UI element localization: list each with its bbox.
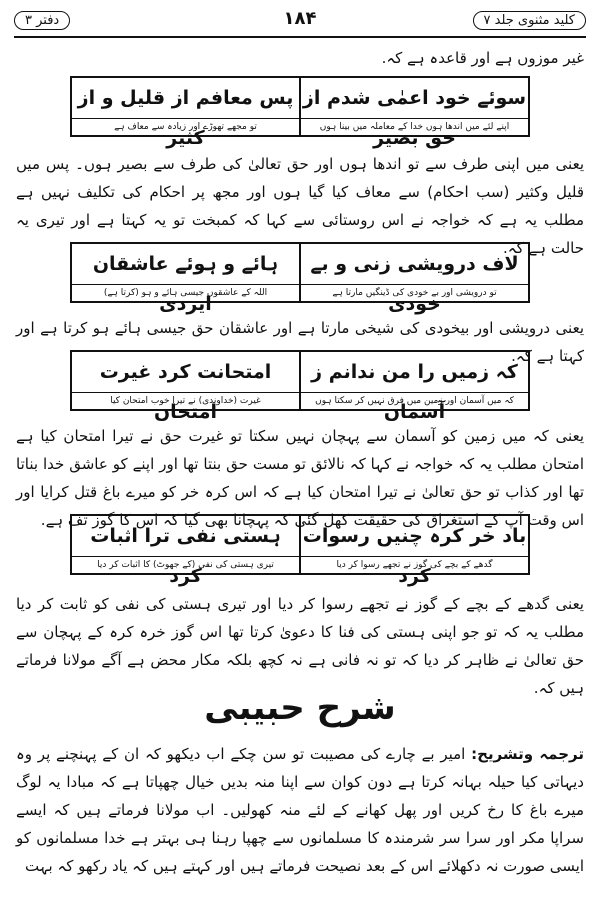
verse-box-1 bbox=[70, 76, 530, 149]
verse-box-3 bbox=[70, 350, 530, 423]
paragraph-4: یعنی گدھے کے بچے کے گوز نے تجھے رسوا کر دیا اور تیری ہستی کی نفی کو ثابت کر دیا مطلب یہ کہ تو جو اپنی ہستی کی فنا کا دعویٰ کرتا تھا اس گوز خرہ کرہ کے پہچان سے حق تعالیٰ نے ظاہر کر دیا کہ تو نہ فانی ہے نہ کچھ بلکہ مکار محض ہے آگے مولانا فرماتے ہیں کہ. bbox=[16, 595, 584, 697]
verse-3-second-translation: غیرت (خداوندی) نے تیرا خوب امتحان کیا bbox=[72, 393, 301, 409]
paragraph-3: یعنی کہ میں زمین کو آسمان سے پہچان نہیں سکتا تو غیرت حق نے تیرا امتحان کیا ہے امتحان مطلب یہ کہ خواجہ نے کہا کہ نالائق تو مست حق بنتا تھا اور اپنے کو عاشق خدا بناتا تھا اور کذاب تو حق تعالیٰ نے تیرا امتحان کیا ہے کہ اس کرہ خر کو میرے باغ قتل کرایا اور اس وقت آپ کے استغراق کی حقیقت کھل گئی کہ پہچانا بھی گیا کہ اس کا گوز تف ہے. bbox=[16, 427, 584, 529]
intro-line: غیر موزوں ہے اور قاعدہ ہے کہ. bbox=[381, 49, 584, 67]
verse-box-4 bbox=[70, 514, 530, 587]
volume-label: دفتر ۳ bbox=[14, 11, 70, 30]
verse-1-first-translation: اپنے لئے میں اندھا ہوں خدا کے معاملہ میں بینا ہوں bbox=[319, 122, 510, 132]
verse-3-first-translation: کہ میں آسمان اور زمین میں فرق نہیں کر سکتا ہوں bbox=[315, 396, 514, 406]
verse-2-first-translation: تو درویشی اور بے خودی کی ڈینگیں مارتا ہے bbox=[332, 288, 497, 298]
verse-box-2 bbox=[70, 242, 530, 315]
verse-4-second-translation: تیری ہستی کی نفی (کے جھوٹ) کا اثبات کر دیا bbox=[72, 557, 301, 573]
paragraph-1: یعنی میں اپنی طرف سے تو اندھا ہوں اور حق تعالیٰ کی طرف سے بصیر ہوں۔ پس میں قلیل وکثیر (سب احکام) سے معاف کیا گیا ہوں اور مجھ پر احکام کی تکلیف نہیں ہے مطلب یہ ہے کہ خواجہ نے اس روستائی سے کہا کہ کمبخت تو یہ کہتا ہے اور تیری یہ حالت ہے کہ. bbox=[16, 155, 584, 257]
verse-4-first: باد خر کرہ چنیں رسوات کرد bbox=[302, 525, 527, 587]
verse-1-second-translation: تو مجھے تھوڑے اور زیادہ سے معاف ہے bbox=[72, 119, 301, 135]
page-number: ۱۸۴ bbox=[283, 8, 317, 29]
verse-4-second: ہستی نفی ترا اثبات کرد bbox=[72, 516, 301, 556]
verse-2-second: ہائے و ہوئے عاشقان ایزدی bbox=[72, 244, 301, 284]
page-header bbox=[14, 8, 586, 38]
paragraph-2: یعنی درویشی اور بیخودی کی شیخی مارتا ہے اور عاشقان حق جیسی ہائے ہو کرتا ہے اور کہتا ہے کہ. bbox=[16, 319, 584, 365]
section-title: شرح حبیبی bbox=[204, 688, 396, 728]
verse-3-second: امتحانت کرد غیرت امتحاں bbox=[72, 352, 301, 392]
commentary bbox=[16, 740, 584, 880]
verse-4-first-translation: گدھے کے بچے کی گوز نے تجھے رسوا کر دیا bbox=[336, 560, 493, 570]
commentary-text: امیر بے چارے کی مصیبت تو سن چکے اب دیکھو کہ ان کے پہنچنے پر وہ دیہاتی کیا حیلہ بہانہ کرتا ہے دون کوان سے اپنا منہ بدیں خیال چھپاتا ہے کہ مبادا یہ لوگ میرے باغ کا رخ کریں اور پھل کھانے کے لئے منہ کھولیں۔ اب مولانا فرماتے ہیں کہ ایسے سراپا مکر اور سرا سر شرمندہ کا مسلمانوں سے چھپا رہنا ہی بہتر ہے خدا مسلمانوں کو ایسی صورت نہ دکھلائے اس کے بعد نصیحت فرماتے ہیں اور کہتے ہیں کہ یاد رکھو کہ بہت bbox=[16, 745, 584, 875]
verse-2-first: لاف درویشی زنی و بے خودی bbox=[310, 253, 519, 315]
book-title: کلید مثنوی جلد ۷ bbox=[473, 11, 586, 30]
verse-1-first: سوئے خود اعمٰی شدم از حق بصیر bbox=[302, 87, 527, 149]
verse-3-first: کہ زمیں را من ندانم ز آسماں bbox=[311, 361, 518, 423]
verse-2-second-translation: اللہ کے عاشقوں جیسی ہائے و ہو (کرتا ہے) bbox=[72, 285, 301, 301]
verse-1-second: پس معافم از قلیل و از کثیر bbox=[72, 78, 301, 118]
commentary-lead: ترجمہ وتشریح: bbox=[471, 745, 584, 763]
